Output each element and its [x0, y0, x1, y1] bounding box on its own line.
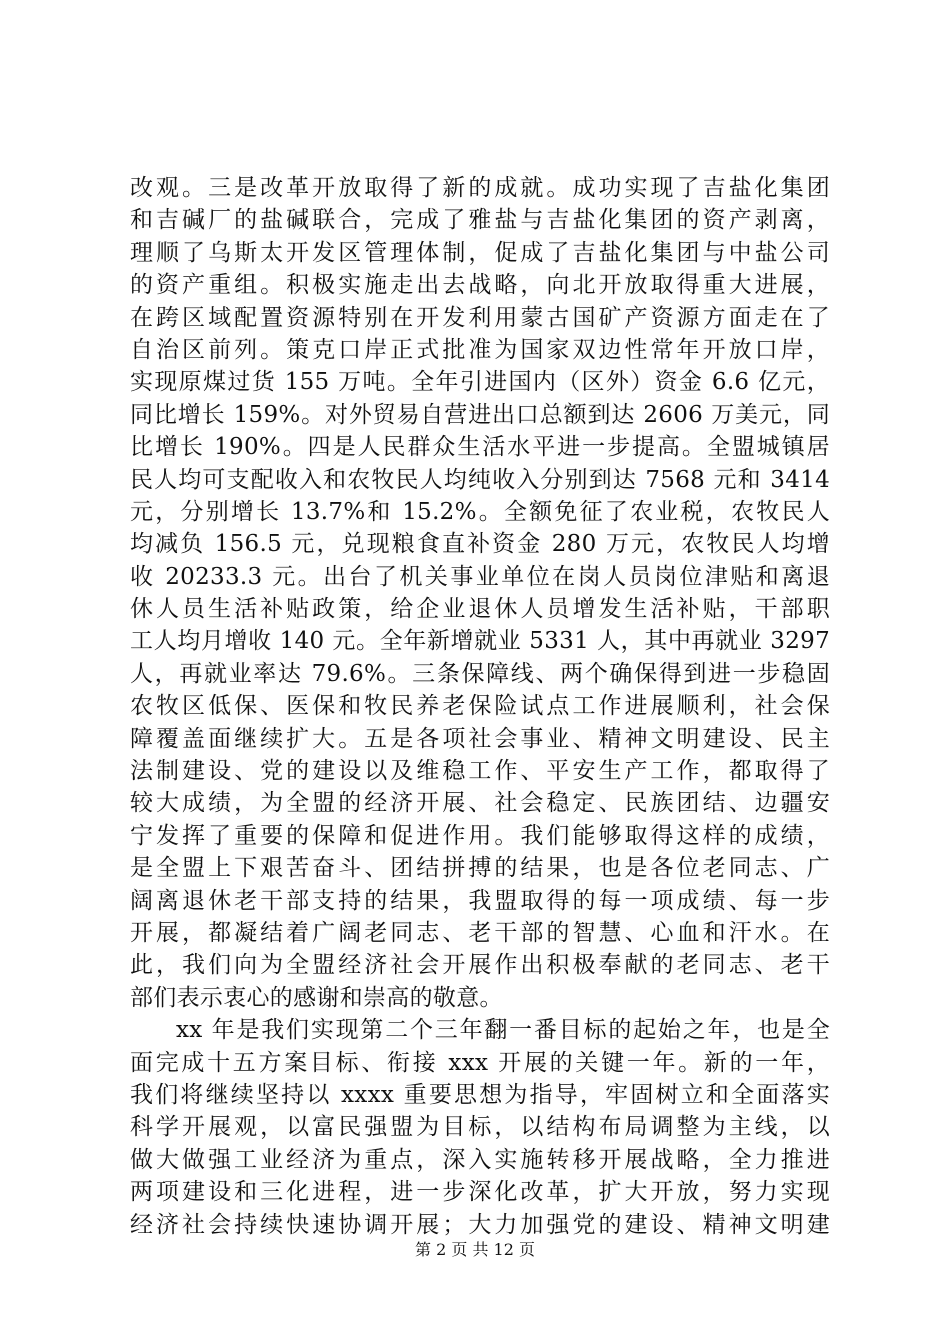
page-number-footer: 第 2 页 共 12 页 — [415, 1240, 535, 1259]
text-line: 较大成绩，为全盟的经济开展、社会稳定、民族团结、边疆安 — [130, 790, 830, 817]
text-line: 法制建设、党的建设以及维稳工作、平安生产工作，都取得了 — [130, 758, 830, 785]
text-line: 理顺了乌斯太开发区管理体制，促成了吉盐化集团与中盐公司 — [130, 239, 830, 266]
text-line: 实现原煤过货 155 万吨。全年引进国内（区外）资金 6.6 亿元， — [130, 369, 830, 396]
text-line: 人，再就业率达 79.6%。三条保障线、两个确保得到进一步稳固 — [130, 660, 830, 687]
text-line: 是全盟上下艰苦奋斗、团结拼搏的结果，也是各位老同志、广 — [130, 855, 830, 882]
text-line: 在跨区域配置资源特别在开发利用蒙古国矿产资源方面走在了 — [130, 304, 830, 331]
paragraph-2 — [130, 1014, 830, 1241]
text-line: 此，我们向为全盟经济社会开展作出积极奉献的老同志、老干 — [130, 952, 830, 979]
text-line: 和吉碱厂的盐碱联合，完成了雅盐与吉盐化集团的资产剥离， — [130, 207, 830, 234]
text-line: 我们将继续坚持以 xxxx 重要思想为指导，牢固树立和全面落实 — [130, 1081, 830, 1108]
text-line: 同比增长 159%。对外贸易自营进出口总额到达 2606 万美元，同 — [130, 401, 830, 428]
text-line: 科学开展观，以富民强盟为目标，以结构布局调整为主线，以 — [130, 1114, 830, 1141]
text-line: 均减负 156.5 元，兑现粮食直补资金 280 万元，农牧民人均增 — [130, 531, 830, 558]
text-line: 两项建设和三化进程，进一步深化改革，扩大开放，努力实现 — [130, 1179, 830, 1206]
text-line: 民人均可支配收入和农牧民人均纯收入分别到达 7568 元和 3414 — [130, 466, 830, 493]
text-line: 开展，都凝结着广阔老同志、老干部的智慧、心血和汗水。在 — [130, 919, 830, 946]
text-line: 面完成十五方案目标、衔接 xxx 开展的关键一年。新的一年， — [130, 1049, 830, 1076]
paragraph-1 — [130, 172, 830, 1014]
text-line: xx 年是我们实现第二个三年翻一番目标的起始之年，也是全 — [176, 1017, 830, 1044]
text-line: 比增长 190%。四是人民群众生活水平进一步提高。全盟城镇居 — [130, 434, 830, 461]
body-text — [130, 172, 830, 1241]
text-line: 部们表示衷心的感谢和崇高的敬意。 — [130, 984, 503, 1011]
text-line: 休人员生活补贴政策，给企业退休人员增发生活补贴，干部职 — [130, 596, 830, 623]
text-line: 自治区前列。策克口岸正式批准为国家双边性常年开放口岸， — [130, 336, 830, 363]
text-line: 阔离退休老干部支持的结果，我盟取得的每一项成绩、每一步 — [130, 887, 830, 914]
text-line: 元，分别增长 13.7%和 15.2%。全额免征了农业税，农牧民人 — [130, 498, 830, 525]
text-line: 农牧区低保、医保和牧民养老保险试点工作进展顺利，社会保 — [130, 693, 830, 720]
text-line: 收 20233.3 元。出台了机关事业单位在岗人员岗位津贴和离退 — [130, 563, 830, 590]
text-line: 工人均月增收 140 元。全年新增就业 5331 人，其中再就业 3297 — [130, 628, 830, 655]
text-line: 障覆盖面继续扩大。五是各项社会事业、精神文明建设、民主 — [130, 725, 830, 752]
text-line: 经济社会持续快速协调开展；大力加强党的建设、精神文明建 — [130, 1211, 830, 1238]
text-line: 做大做强工业经济为重点，深入实施转移开展战略，全力推进 — [130, 1146, 830, 1173]
text-line: 的资产重组。积极实施走出去战略，向北开放取得重大进展， — [130, 272, 830, 299]
text-line: 宁发挥了重要的保障和促进作用。我们能够取得这样的成绩， — [130, 822, 830, 849]
text-line: 改观。三是改革开放取得了新的成就。成功实现了吉盐化集团 — [130, 175, 830, 201]
